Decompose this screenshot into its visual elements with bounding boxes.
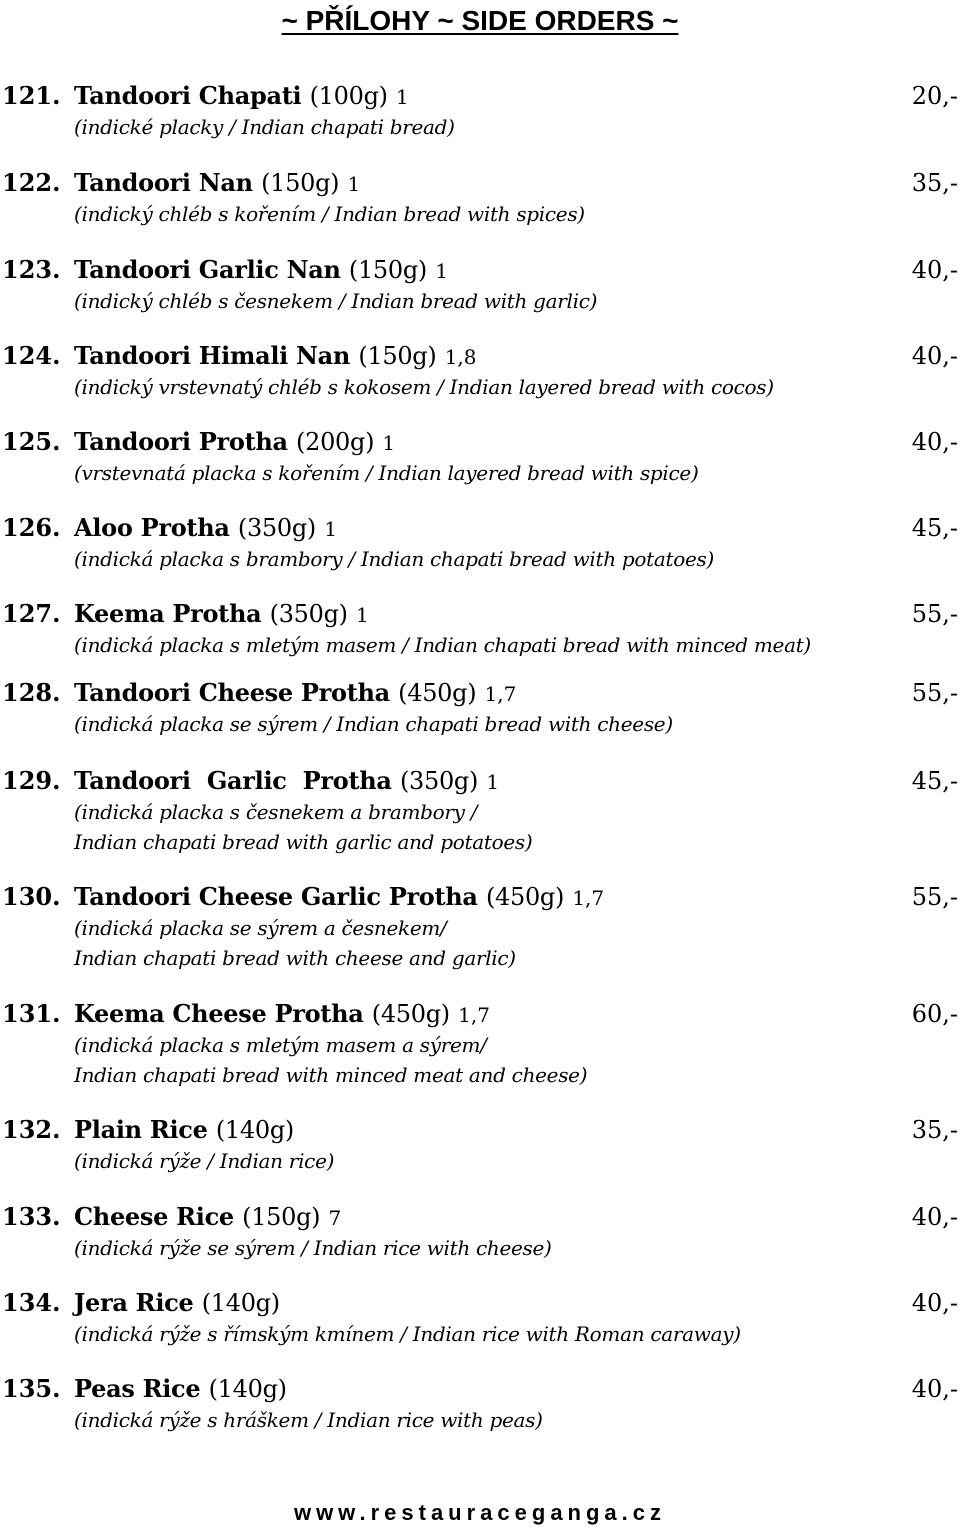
item-name: Plain Rice	[74, 1115, 208, 1144]
menu-item	[0, 512, 960, 574]
item-title	[74, 881, 604, 914]
menu-item-header	[0, 426, 960, 458]
menu-item	[0, 426, 960, 488]
menu-item	[0, 167, 960, 229]
item-name: Tandoori Protha	[74, 427, 288, 456]
menu-item	[0, 1287, 960, 1349]
item-description: (indická rýže s hráškem / Indian rice with peas)	[74, 1408, 543, 1432]
item-allergens: 1,7	[572, 886, 605, 910]
item-price: 60,-	[911, 1000, 958, 1028]
item-allergens: 1	[435, 259, 448, 283]
item-price: 55,-	[911, 600, 958, 628]
item-title	[74, 1114, 294, 1147]
item-name: Keema Cheese Protha	[74, 999, 364, 1028]
item-description: Indian chapati bread with garlic and potatoes)	[74, 830, 533, 854]
item-weight: (350g)	[399, 767, 479, 795]
item-title	[74, 677, 516, 710]
item-description: (indická placka se sýrem / Indian chapati bread with cheese)	[74, 712, 673, 736]
menu-item	[0, 765, 960, 857]
item-weight: (150g)	[358, 342, 437, 370]
item-number: 124.	[2, 341, 61, 370]
item-description: (indický vrstevnatý chléb s kokosem / Indian layered bread with cocos)	[74, 375, 774, 399]
item-price: 35,-	[911, 1116, 958, 1144]
item-price: 40,-	[911, 1375, 958, 1403]
menu-item-header	[0, 80, 960, 112]
menu-item-header	[0, 765, 960, 797]
item-name: Tandoori Nan	[74, 168, 253, 197]
item-allergens: 1	[382, 431, 396, 455]
item-weight: (140g)	[201, 1289, 280, 1317]
item-number: 121.	[2, 81, 61, 110]
item-weight: (150g)	[348, 256, 427, 284]
menu-item-header	[0, 1201, 960, 1233]
item-price: 40,-	[911, 256, 958, 284]
item-title	[74, 340, 477, 373]
menu-item	[0, 881, 960, 973]
website-footer: www.restauraceganga.cz	[293, 1500, 667, 1525]
menu-item	[0, 1373, 960, 1435]
item-description: Indian chapati bread with minced meat and cheese)	[74, 1063, 588, 1087]
item-weight: (450g)	[398, 679, 477, 707]
item-allergens: 1,7	[458, 1003, 490, 1027]
item-title	[74, 765, 499, 798]
item-weight: (140g)	[208, 1375, 287, 1403]
item-allergens: 1,7	[484, 682, 517, 706]
item-number: 123.	[2, 255, 61, 284]
menu-item	[0, 340, 960, 402]
menu-item-header	[0, 598, 960, 630]
menu-item-header	[0, 254, 960, 286]
item-name: Tandoori Himali Nan	[74, 341, 351, 370]
item-description: (indický chléb s česnekem / Indian bread with garlic)	[74, 289, 598, 313]
item-description: (indická placka s brambory / Indian chapati bread with potatoes)	[74, 547, 714, 571]
item-title	[74, 598, 369, 631]
item-title	[74, 426, 395, 459]
item-allergens: 1	[395, 85, 409, 109]
item-name: Tandoori Cheese Protha	[74, 678, 390, 707]
item-price: 40,-	[911, 342, 958, 370]
menu-item-header	[0, 1287, 960, 1319]
item-allergens: 7	[328, 1206, 342, 1230]
item-name: Jera Rice	[74, 1288, 194, 1317]
item-allergens: 1	[324, 517, 337, 541]
item-description: (indická placka s mletým masem / Indian chapati bread with minced meat)	[74, 633, 811, 657]
item-price: 55,-	[911, 883, 958, 911]
item-price: 45,-	[911, 514, 958, 542]
menu-item-header	[0, 677, 960, 709]
menu-item-header	[0, 1114, 960, 1146]
menu-item-header	[0, 340, 960, 372]
item-weight: (150g)	[261, 169, 340, 197]
item-price: 45,-	[911, 767, 958, 795]
item-description: (indická placka s mletým masem a sýrem/	[74, 1033, 487, 1057]
item-number: 125.	[2, 427, 61, 456]
menu-item	[0, 1201, 960, 1263]
item-description: (indická placka se sýrem a česnekem/	[74, 916, 447, 940]
menu-item-header	[0, 881, 960, 913]
item-weight: (350g)	[237, 514, 316, 542]
menu-item-header	[0, 998, 960, 1030]
item-title	[74, 1287, 280, 1320]
item-allergens: 1	[347, 172, 361, 196]
item-number: 130.	[2, 882, 61, 911]
item-number: 135.	[2, 1374, 61, 1403]
item-description: (vrstevnatá placka s kořením / Indian layered bread with spice)	[74, 461, 699, 485]
item-number: 129.	[2, 766, 61, 795]
item-price: 35,-	[911, 169, 958, 197]
item-weight: (150g)	[242, 1203, 321, 1231]
item-title	[74, 254, 448, 287]
item-allergens: 1	[356, 603, 369, 627]
item-weight: (100g)	[309, 82, 388, 110]
item-weight: (450g)	[371, 1000, 450, 1028]
menu-item	[0, 677, 960, 739]
menu-item	[0, 998, 960, 1090]
menu-item-header	[0, 1373, 960, 1405]
item-title	[74, 512, 337, 545]
item-allergens: 1,8	[444, 345, 477, 369]
item-number: 132.	[2, 1115, 61, 1144]
item-weight: (140g)	[215, 1116, 294, 1144]
item-number: 127.	[2, 599, 61, 628]
item-weight: (200g)	[296, 428, 375, 456]
item-description: (indická rýže se sýrem / Indian rice with cheese)	[74, 1236, 552, 1260]
item-name: Tandoori Garlic Protha	[74, 766, 392, 795]
item-number: 126.	[2, 513, 61, 542]
item-number: 131.	[2, 999, 61, 1028]
item-description: Indian chapati bread with cheese and garlic)	[74, 946, 516, 970]
menu-item	[0, 598, 960, 660]
item-price: 55,-	[911, 679, 958, 707]
item-allergens: 1	[486, 770, 500, 794]
item-number: 122.	[2, 168, 61, 197]
item-number: 134.	[2, 1288, 61, 1317]
item-description: (indická rýže s římským kmínem / Indian rice with Roman caraway)	[74, 1322, 741, 1346]
item-weight: (350g)	[269, 600, 348, 628]
item-price: 20,-	[911, 82, 958, 110]
item-number: 133.	[2, 1202, 61, 1231]
item-title	[74, 1201, 341, 1234]
item-description: (indický chléb s kořením / Indian bread with spices)	[74, 202, 585, 226]
menu-item	[0, 80, 960, 142]
item-weight: (450g)	[485, 883, 565, 911]
item-name: Keema Protha	[74, 599, 262, 628]
item-name: Peas Rice	[74, 1374, 201, 1403]
item-title	[74, 1373, 287, 1406]
item-description: (indická placka s česnekem a brambory /	[74, 800, 478, 824]
menu-item-header	[0, 512, 960, 544]
item-description: (indické placky / Indian chapati bread)	[74, 115, 455, 139]
item-title	[74, 80, 409, 113]
item-name: Cheese Rice	[74, 1202, 234, 1231]
item-name: Tandoori Cheese Garlic Protha	[74, 882, 478, 911]
menu-item	[0, 254, 960, 316]
item-price: 40,-	[911, 1289, 958, 1317]
item-title	[74, 998, 490, 1031]
item-price: 40,-	[911, 1203, 958, 1231]
page-title: ~ PŘÍLOHY ~ SIDE ORDERS ~	[281, 5, 679, 36]
item-number: 128.	[2, 678, 61, 707]
item-title	[74, 167, 360, 200]
item-name: Aloo Protha	[74, 513, 230, 542]
menu-item-header	[0, 167, 960, 199]
item-price: 40,-	[911, 428, 958, 456]
item-name: Tandoori Garlic Nan	[74, 255, 341, 284]
item-description: (indická rýže / Indian rice)	[74, 1149, 335, 1173]
menu-item	[0, 1114, 960, 1176]
item-name: Tandoori Chapati	[74, 81, 302, 110]
